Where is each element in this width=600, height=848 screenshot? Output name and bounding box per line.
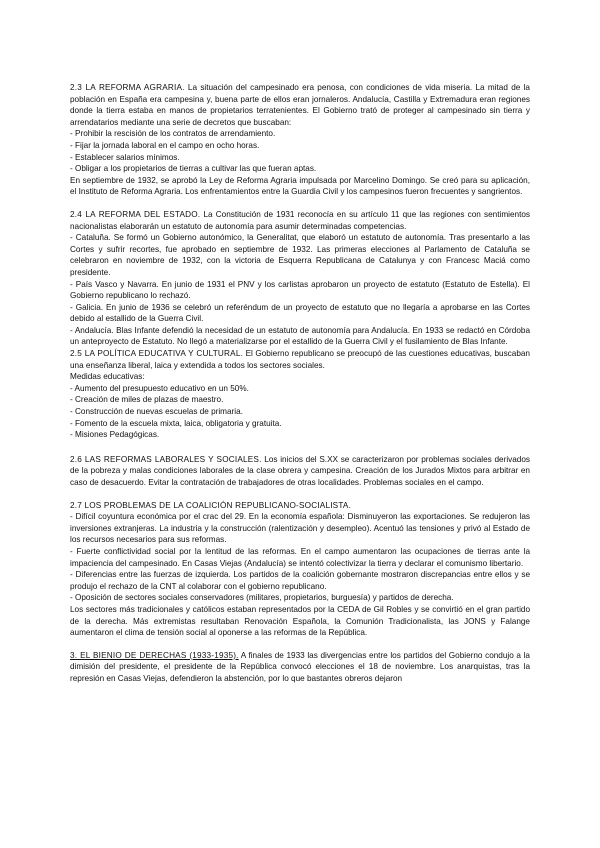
section-intro: La situación del campesinado era penosa, con condiciones de vida miseria. La mitad de la población en España era campesina y, buena parte de ellos eran jornaleros. Andalucía, Castilla y Extremadura eran regiones donde la tierra estaba en manos de propietarios terratenientes. El Gobierno trató de proteger al campesinado sin tierra y arrendatarios mediante una serie de decretos que buscaban: (70, 83, 530, 127)
education-measure-list (70, 383, 530, 441)
list-item: - Fijar la jornada laboral en el campo en ocho horas. (70, 140, 260, 150)
list-item: - Aumento del presupuesto educativo en un 50%. (70, 383, 249, 393)
section-title: 2.3 LA REFORMA AGRARIA. (70, 83, 185, 92)
section-paragraph (70, 348, 530, 371)
section-intro: La Constitución de 1931 reconocía en su artículo 11 que las regiones con sentimientos nacionalistas elaborarán un estatuto de autonomía para asumir determinadas competencias. (70, 209, 530, 231)
section-title: 2.5 LA POLÍTICA EDUCATIVA Y CULTURAL. (70, 349, 244, 359)
section-paragraph (70, 650, 530, 685)
section-intro: Los inicios del S.XX se caracterizaron por problemas sociales derivados de la pobreza y malas condiciones laborales de la clase obrera y campesina. Creación de los Jurados Mixtos para arbitrar en caso de desacuerdo. Evitar la contratación de trabajadores de otras localidades. Problemas sociales en el campo. (70, 454, 530, 487)
section-title: 3. EL BIENIO DE DERECHAS (1933-1935). (70, 650, 239, 660)
section-subtitle: Medidas educativas: (70, 372, 145, 382)
section-title: 2.4 LA REFORMA DEL ESTADO. (70, 209, 201, 219)
section-intro: El Gobierno republicano se preocupó de las cuestiones educativas, buscaban una enseñanza liberal, laica y extendida a todos los sectores sociales. (70, 349, 530, 370)
list-item: - Difícil coyuntura económica por el crac del 29. En la economía española: Disminuyeron las exportaciones. Se redujeron las inversiones extranjeras. La industria y la construcción (ralentización y desempleo). Acentuó las tensiones y privó al Estado de los recursos necesarios para sus reformas. (70, 512, 530, 545)
section-paragraph (70, 454, 530, 489)
section-title: 2.7 LOS PROBLEMAS DE LA COALICIÓN REPUBLICANO-SOCIALISTA. (70, 500, 352, 510)
section-closing: Los sectores más tradicionales y católicos estaban representados por la CEDA de Gil Robles y se convirtió en el gran partido de la derecha. Más extremistas resultaban Renovación Española, la Comunión Tradicionalista, las JONS y Falange aumentaron el clima de tensión social al oponerse a las reformas de la República. (70, 604, 530, 638)
section-closing: En septiembre de 1932, se aprobó la Ley de Reforma Agraria impulsada por Marcelino Domingo. Se creó para su aplicación, el Instituto de Reforma Agraria. Los enfrentamientos entre la Guardia Civil y los campesinos fueron frecuentes y sangrientos. (70, 175, 530, 197)
list-item: - Establecer salarios mínimos. (70, 152, 180, 162)
list-item: - Misiones Pedagógicas. (70, 430, 160, 440)
list-item: - País Vasco y Navarra. En junio de 1931 el PNV y los carlistas aprobaron un proyecto de estatuto (Estatuto de Estella). El Gobierno republicano lo rechazó. (70, 279, 530, 301)
section-politica-educativa (70, 348, 530, 441)
list-item: - Cataluña. Se formó un Gobierno autonómico, la Generalitat, que elaboró un estatuto de autonomía. Tras presentarlo a las Cortes y sufrir recortes, fue aprobado en septiembre de 1932. Las primeras elecciones al Parlamento de Cataluña se celebraron en noviembre de 1932, con la victoria de Esquerra Republicana de Catalunya y con Francesc Maciá como presidente. (70, 233, 530, 277)
list-item: - Diferencias entre las fuerzas de izquierda. Los partidos de la coalición gobernante mostraron discrepancias entre ellos y se produjo el rechazo de la CNT al colaborar con el gobierno republicano. (70, 570, 530, 591)
section-intro: A finales de 1933 las divergencias entre los partidos del Gobierno condujo a la dimisión del presidente, el presidente de la República convocó elecciones el 18 de noviembre. Los anarquistas, tras la represión en Casas Viejas, defendieron la abstención, por lo que bastantes obreros dejaron (70, 650, 530, 683)
document-page (70, 82, 530, 685)
section-reforma-estado (70, 209, 530, 348)
section-problemas-coalicion (70, 500, 530, 639)
list-item: - Prohibir la rescisión de los contratos de arrendamiento. (70, 129, 276, 139)
problem-list (70, 511, 530, 604)
section-title: 2.6 LAS REFORMAS LABORALES Y SOCIALES. (70, 454, 262, 464)
list-item: - Obligar a los propietarios de tierras a cultivar las que fueran aptas. (70, 164, 317, 174)
list-item: - Creación de miles de plazas de maestro. (70, 395, 224, 405)
region-list (70, 232, 530, 348)
section-reforma-agraria (70, 82, 530, 198)
measure-list (70, 128, 530, 174)
list-item: - Oposición de sectores sociales conservadores (militares, propietarios, burguesía) y partidos de derecha. (70, 593, 454, 603)
list-item: - Fuerte conflictividad social por la lentitud de las reformas. En el campo aumentaron las ocupaciones de tierras ante la impaciencia del campesinado. En Casas Viejas (Andalucía) se intentó colectivizar la tierra y declarar el comunismo libertario. (70, 546, 530, 568)
section-paragraph (70, 209, 530, 232)
list-item: - Construcción de nuevas escuelas de primaria. (70, 407, 243, 417)
section-bienio-derechas (70, 650, 530, 685)
section-paragraph (70, 82, 530, 128)
section-reformas-laborales (70, 454, 530, 489)
list-item: - Galicia. En junio de 1936 se celebró un referéndum de un proyecto de estatuto que no llegaría a aprobarse en las Cortes debido al estallido de la Guerra Civil. (70, 302, 530, 324)
list-item: - Fomento de la escuela mixta, laica, obligatoria y gratuita. (70, 418, 282, 428)
list-item: - Andalucía. Blas Infante defendió la necesidad de un estatuto de autonomía para Andalucía. En 1933 se redactó en Córdoba un anteproyecto de Estatuto. No llegó a materializarse por el estallido de la Guerra Civil y el fusilamiento de Blas Infante. (70, 325, 530, 347)
